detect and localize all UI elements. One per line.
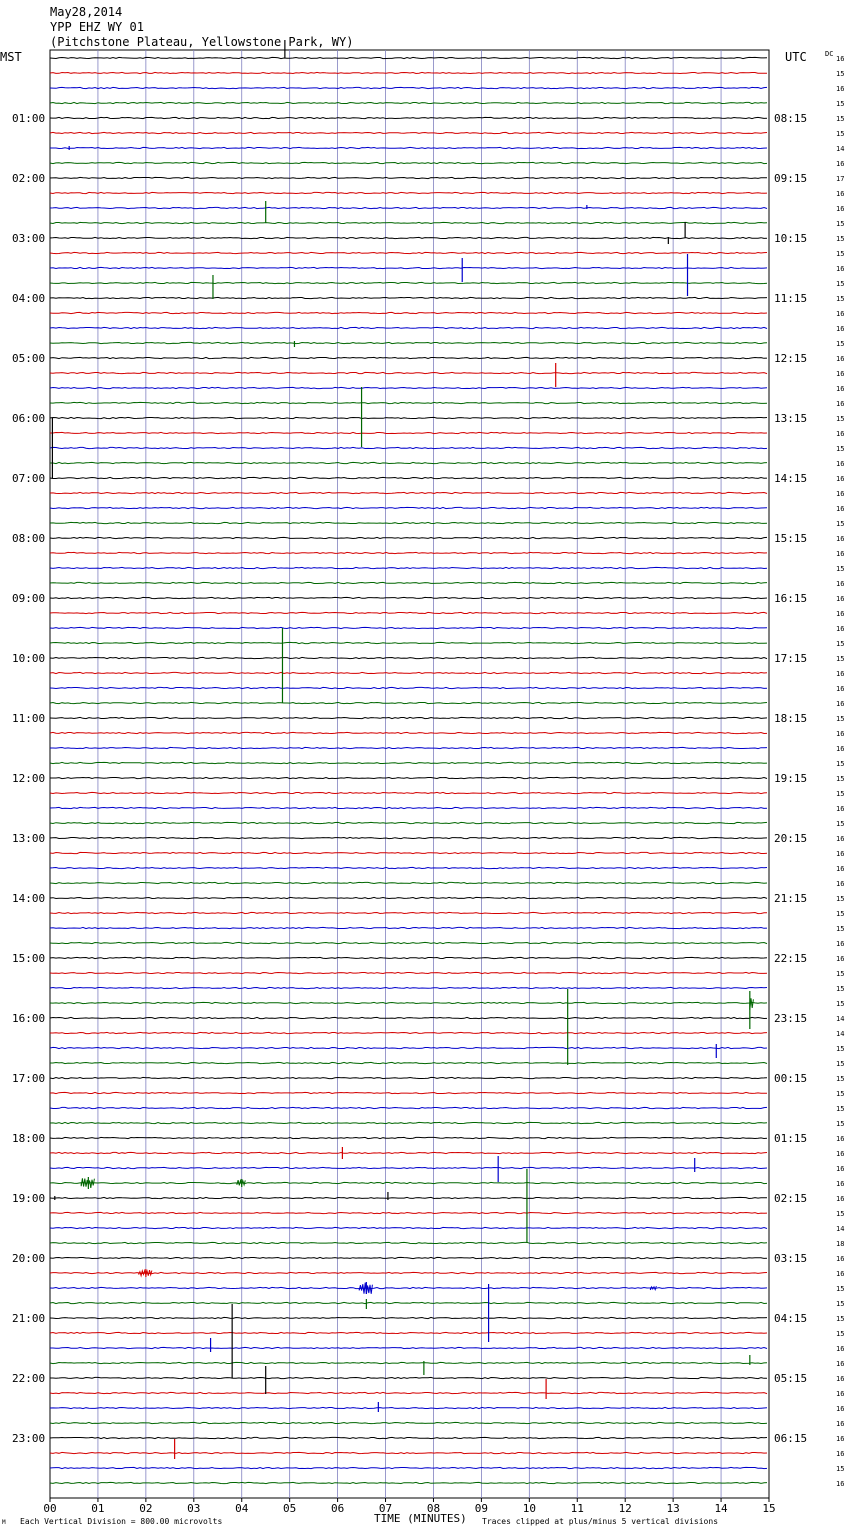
seismic-trace (50, 897, 767, 898)
right-hour-label: 14:15 (774, 472, 808, 485)
x-tick-label: 12 (618, 1502, 632, 1515)
right-hour-label: 00:15 (774, 1072, 808, 1085)
left-hour-label: 22:00 (12, 1372, 46, 1385)
seismic-trace (50, 477, 767, 478)
dc-offset-label: 15 (836, 970, 845, 978)
left-hour-label: 01:00 (12, 112, 46, 125)
left-hour-label: 04:00 (12, 292, 46, 305)
seismic-trace (50, 222, 767, 223)
dc-offset-label: 15 (836, 250, 845, 258)
seismic-trace (50, 882, 767, 883)
dc-offset-label: 17 (836, 175, 845, 183)
dc-offset-label: 15 (836, 100, 845, 108)
left-hour-label: 07:00 (12, 472, 46, 485)
seismic-trace (50, 1332, 767, 1333)
right-timezone-label: UTC (785, 50, 807, 64)
dc-offset-label: 16 (836, 805, 845, 813)
seismic-trace (50, 702, 767, 703)
seismic-trace (50, 1377, 767, 1378)
dc-offset-label: 15 (836, 895, 845, 903)
dc-offset-label: 16 (836, 595, 845, 603)
left-timezone-label: MST (0, 50, 22, 64)
seismic-trace (50, 762, 767, 763)
left-hour-label: 11:00 (12, 712, 46, 725)
x-tick-label: 10 (522, 1502, 536, 1515)
dc-offset-label: 15 (836, 445, 845, 453)
seismic-trace (50, 1122, 767, 1123)
left-hour-label: 17:00 (12, 1072, 46, 1085)
seismic-trace (50, 1137, 767, 1138)
dc-offset-label: 16 (836, 835, 845, 843)
seismic-trace (50, 822, 767, 823)
seismic-trace (50, 642, 767, 643)
seismic-trace (50, 237, 767, 238)
dc-offset-label: 18 (836, 1240, 845, 1248)
dc-offset-label: 14 (836, 1225, 845, 1233)
x-tick-label: 00 (43, 1502, 57, 1515)
logo-mark: M (2, 1519, 6, 1526)
seismic-trace (50, 1302, 767, 1303)
dc-offset-label: 15 (836, 715, 845, 723)
seismic-trace (50, 777, 767, 778)
x-tick-label: 15 (762, 1502, 776, 1515)
dc-offset-label: 16 (836, 1360, 845, 1368)
seismic-trace (50, 327, 767, 328)
dc-offset-label: 15 (836, 115, 845, 123)
seismic-trace (50, 1107, 767, 1108)
seismic-trace (50, 942, 767, 943)
seismic-trace (50, 87, 767, 88)
left-hour-label: 19:00 (12, 1192, 46, 1205)
left-hour-label: 15:00 (12, 952, 46, 965)
dc-offset-label: 15 (836, 130, 845, 138)
right-hour-label: 23:15 (774, 1012, 808, 1025)
dc-offset-label: 15 (836, 340, 845, 348)
dc-offset-label: 16 (836, 955, 845, 963)
right-hour-label: 13:15 (774, 412, 808, 425)
seismic-trace (50, 432, 767, 433)
x-axis-title: TIME (MINUTES) (374, 1512, 467, 1525)
seismic-trace (50, 1227, 767, 1228)
left-hour-label: 21:00 (12, 1312, 46, 1325)
dc-offset-label: 15 (836, 655, 845, 663)
seismic-trace (50, 1407, 767, 1408)
seismic-trace (50, 1467, 767, 1468)
seismic-trace (50, 492, 767, 493)
dc-offset-label: 16 (836, 1390, 845, 1398)
seismic-trace (50, 1212, 767, 1213)
seismic-trace (50, 207, 767, 208)
seismic-trace (50, 1362, 767, 1363)
event-burst (650, 1286, 656, 1290)
dc-offset-label: 15 (836, 295, 845, 303)
dc-offset-label: 16 (836, 1150, 845, 1158)
x-tick-label: 05 (283, 1502, 297, 1515)
right-hour-label: 11:15 (774, 292, 808, 305)
left-hour-label: 13:00 (12, 832, 46, 845)
seismic-trace (50, 1452, 767, 1453)
seismic-trace (50, 582, 767, 583)
x-tick-label: 06 (330, 1502, 345, 1515)
dc-offset-label: 15 (836, 1210, 845, 1218)
dc-offset-label: 16 (836, 535, 845, 543)
dc-offset-label: 16 (836, 355, 845, 363)
seismic-trace (50, 807, 767, 808)
scale-note: Each Vertical Division = 800.00 microvolts (20, 1517, 223, 1526)
right-hour-label: 03:15 (774, 1252, 808, 1265)
trace-lines (50, 57, 767, 1483)
seismic-trace (50, 867, 767, 868)
dc-offset-label: 16 (836, 265, 845, 273)
seismic-trace (50, 192, 767, 193)
seismic-trace (50, 267, 767, 268)
plot-frame (50, 50, 769, 1498)
x-tick-label: 04 (235, 1502, 249, 1515)
dc-offset-label: 15 (836, 760, 845, 768)
dc-offset-label: 15 (836, 1045, 845, 1053)
dc-offset-label: 16 (836, 370, 845, 378)
dc-offset-label: 16 (836, 625, 845, 633)
right-hour-label: 19:15 (774, 772, 808, 785)
dc-offset-label: 16 (836, 730, 845, 738)
left-hour-label: 20:00 (12, 1252, 46, 1265)
dc-offset-label: 16 (836, 55, 845, 63)
clip-note: Traces clipped at plus/minus 5 vertical divisions (482, 1517, 719, 1526)
seismic-trace (50, 72, 767, 73)
right-hour-label: 22:15 (774, 952, 808, 965)
seismic-trace (50, 117, 767, 118)
seismic-trace (50, 657, 767, 658)
seismic-trace (50, 1167, 767, 1168)
dc-offset-label: 16 (836, 850, 845, 858)
dc-offset-label: 15 (836, 925, 845, 933)
seismic-trace (50, 177, 767, 178)
seismic-trace (50, 972, 767, 973)
dc-offset-label: 16 (836, 1345, 845, 1353)
dc-offset-label: 16 (836, 310, 845, 318)
right-hour-label: 04:15 (774, 1312, 808, 1325)
seismic-trace (50, 837, 767, 838)
seismic-trace (50, 1182, 767, 1183)
seismic-trace (50, 1032, 767, 1033)
seismic-trace (50, 447, 767, 448)
dc-offset-label: 16 (836, 325, 845, 333)
right-hour-label: 18:15 (774, 712, 808, 725)
left-hour-label: 10:00 (12, 652, 46, 665)
dc-offset-label: 16 (836, 1375, 845, 1383)
dc-offset-label: 15 (836, 1090, 845, 1098)
dc-offset-label: 16 (836, 190, 845, 198)
seismic-trace (50, 342, 767, 343)
x-tick-label: 07 (378, 1502, 393, 1515)
dc-offset-label: 16 (836, 1165, 845, 1173)
dc-offset-label: 14 (836, 1030, 845, 1038)
dc-offset-label: 15 (836, 415, 845, 423)
dc-offset-label: 16 (836, 160, 845, 168)
right-hour-label: 20:15 (774, 832, 808, 845)
seismic-trace (50, 462, 767, 463)
right-hour-label: 21:15 (774, 892, 808, 905)
date-label: May28,2014 (50, 5, 123, 19)
left-hour-label: 16:00 (12, 1012, 46, 1025)
seismic-trace (50, 507, 767, 508)
dc-offset-label: 16 (836, 580, 845, 588)
seismic-trace (50, 387, 767, 388)
dc-offset-label: 16 (836, 1450, 845, 1458)
dc-offset-label: 15 (836, 1060, 845, 1068)
seismic-trace (50, 252, 767, 253)
dc-offset-label: 15 (836, 640, 845, 648)
left-hour-label: 08:00 (12, 532, 46, 545)
dc-offset-label: 15 (836, 910, 845, 918)
dc-offset-label: 15 (836, 1465, 845, 1473)
seismic-trace (50, 987, 767, 988)
axis-labels (12, 55, 844, 1515)
seismic-trace (50, 1197, 767, 1198)
dc-offset-label: 16 (836, 1180, 845, 1188)
left-hour-label: 12:00 (12, 772, 46, 785)
x-tick-label: 13 (666, 1502, 680, 1515)
dc-offset-label: 15 (836, 220, 845, 228)
seismic-trace (50, 852, 767, 853)
dc-offset-label: 16 (836, 1435, 845, 1443)
x-tick-label: 08 (426, 1502, 441, 1515)
left-hour-label: 23:00 (12, 1432, 46, 1445)
seismic-trace (50, 927, 767, 928)
left-hour-label: 02:00 (12, 172, 46, 185)
right-hour-label: 12:15 (774, 352, 808, 365)
seismic-trace (50, 717, 767, 718)
dc-offset-label: 16 (836, 430, 845, 438)
dc-offset-label: 15 (836, 1315, 845, 1323)
seismic-trace (50, 1092, 767, 1093)
dc-offset-label: 15 (836, 1000, 845, 1008)
seismic-trace (50, 57, 767, 58)
x-tick-label: 01 (91, 1502, 105, 1515)
dc-offset-label: 16 (836, 1255, 845, 1263)
dc-offset-label: 15 (836, 520, 845, 528)
seismic-trace (50, 357, 767, 358)
dc-offset-label: 16 (836, 1195, 845, 1203)
seismic-trace (50, 567, 767, 568)
dc-offset-label: 16 (836, 685, 845, 693)
seismic-trace (50, 792, 767, 793)
dc-offset-label: 15 (836, 1285, 845, 1293)
dc-offset-label: 16 (836, 460, 845, 468)
location-label: (Pitchstone Plateau, Yellowstone Park, WY) (50, 35, 354, 49)
x-tick-label: 03 (187, 1502, 201, 1515)
dc-offset-label: 15 (836, 820, 845, 828)
right-hour-label: 10:15 (774, 232, 808, 245)
seismic-trace (50, 1047, 767, 1048)
seismic-trace (50, 732, 767, 733)
seismic-trace (50, 912, 767, 913)
seismic-trace (50, 597, 767, 598)
seismic-trace (50, 537, 767, 538)
right-hour-label: 06:15 (774, 1432, 808, 1445)
dc-offset-label: 15 (836, 565, 845, 573)
dc-offset-label: 16 (836, 1270, 845, 1278)
seismic-trace (50, 147, 767, 148)
left-hour-label: 09:00 (12, 592, 46, 605)
right-hour-label: 17:15 (774, 652, 808, 665)
seismic-trace (50, 957, 767, 958)
dc-offset-label: 16 (836, 490, 845, 498)
seismic-trace (50, 282, 767, 283)
dc-offset-label: 15 (836, 1300, 845, 1308)
dc-offset-label: 15 (836, 280, 845, 288)
seismic-trace (50, 312, 767, 313)
dc-offset-label: 15 (836, 70, 845, 78)
seismic-trace (50, 687, 767, 688)
right-hour-label: 09:15 (774, 172, 808, 185)
seismic-trace (50, 1272, 767, 1273)
x-tick-label: 14 (714, 1502, 728, 1515)
dc-offset-label: 16 (836, 1135, 845, 1143)
seismic-trace (50, 1422, 767, 1423)
station-label: YPP EHZ WY 01 (50, 20, 144, 34)
dc-offset-label: 16 (836, 880, 845, 888)
seismic-trace (50, 627, 767, 628)
dc-offset-label: 15 (836, 775, 845, 783)
right-hour-label: 15:15 (774, 532, 808, 545)
dc-offset-label: 16 (836, 1405, 845, 1413)
left-hour-label: 14:00 (12, 892, 46, 905)
dc-offset-label: 16 (836, 475, 845, 483)
dc-offset-label: 15 (836, 235, 845, 243)
x-tick-label: 02 (139, 1502, 153, 1515)
seismic-trace (50, 522, 767, 523)
dc-offset-label: 16 (836, 700, 845, 708)
seismic-trace (50, 1152, 767, 1153)
seismic-trace (50, 747, 767, 748)
dc-offset-label: 15 (836, 1330, 845, 1338)
seismic-trace (50, 1257, 767, 1258)
dc-offset-label: 16 (836, 1480, 845, 1488)
right-hour-label: 08:15 (774, 112, 808, 125)
dc-offset-label: 16 (836, 865, 845, 873)
left-hour-label: 06:00 (12, 412, 46, 425)
left-hour-label: 05:00 (12, 352, 46, 365)
dc-offset-label: 16 (836, 400, 845, 408)
dc-offset-label: 16 (836, 385, 845, 393)
left-hour-label: 18:00 (12, 1132, 46, 1145)
seismic-trace (50, 672, 767, 673)
dc-offset-label: 16 (836, 670, 845, 678)
seismic-trace (50, 1317, 767, 1318)
seismic-trace (50, 1437, 767, 1438)
seismic-trace (50, 1392, 767, 1393)
dc-offset-label: 15 (836, 985, 845, 993)
seismic-trace (50, 102, 767, 103)
dc-offset-label: 14 (836, 145, 845, 153)
dc-offset-label: 14 (836, 1015, 845, 1023)
seismic-trace (50, 612, 767, 613)
seismic-trace (50, 1077, 767, 1078)
dc-offset-label: 15 (836, 790, 845, 798)
seismic-trace (50, 132, 767, 133)
dc-offset-label: 16 (836, 85, 845, 93)
grid-lines (50, 50, 769, 1498)
dc-offset-label: 16 (836, 505, 845, 513)
seismic-trace (50, 402, 767, 403)
right-hour-label: 01:15 (774, 1132, 808, 1145)
seismic-trace (50, 1287, 767, 1288)
right-hour-label: 02:15 (774, 1192, 808, 1205)
dc-offset-label: 15 (836, 1120, 845, 1128)
seismic-trace (50, 372, 767, 373)
dc-offset-label: 16 (836, 940, 845, 948)
seismic-trace (50, 552, 767, 553)
seismic-trace (50, 297, 767, 298)
seismic-trace (50, 1002, 767, 1003)
seismic-trace (50, 1062, 767, 1063)
dc-offset-label: 16 (836, 610, 845, 618)
dc-offset-label: 15 (836, 1075, 845, 1083)
right-hour-label: 16:15 (774, 592, 808, 605)
seismic-trace (50, 417, 767, 418)
dc-offset-label: 16 (836, 550, 845, 558)
right-hour-label: 05:15 (774, 1372, 808, 1385)
seismic-trace (50, 162, 767, 163)
left-hour-label: 03:00 (12, 232, 46, 245)
seismic-trace (50, 1242, 767, 1243)
x-tick-label: 09 (474, 1502, 489, 1515)
seismic-trace (50, 1017, 767, 1018)
x-tick-label: 11 (570, 1502, 584, 1515)
seismic-trace (50, 1482, 767, 1483)
dc-offset-label: 16 (836, 205, 845, 213)
dc-offset-label: 16 (836, 745, 845, 753)
dc-label: DC (825, 50, 834, 58)
seismic-trace (50, 1347, 767, 1348)
dc-offset-label: 15 (836, 1105, 845, 1113)
dc-offset-label: 16 (836, 1420, 845, 1428)
